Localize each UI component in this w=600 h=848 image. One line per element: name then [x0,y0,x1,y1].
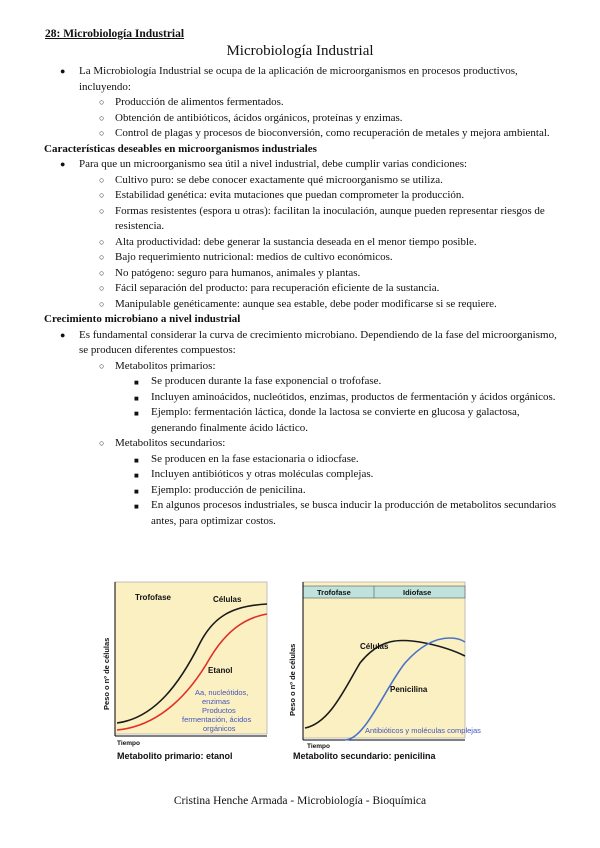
page-footer: Cristina Henche Armada - Microbiología - Bioquímica [173,795,427,807]
list-item: ● Para que un microorganismo sea útil a nivel industrial, debe cumplir varias condiciones: [60,158,468,170]
list-item: ○ Alta productividad: debe generar la sustancia deseada en el menor tiempo posible. [99,235,477,248]
characteristics-list [44,157,564,312]
note-text: Antibióticos y moléculas complejas [365,726,481,735]
list-item: ● La Microbiología Industrial se ocupa de la aplicación de microorganismos en procesos productivos, incluyendo: [60,65,518,93]
note-line: Productos [202,706,236,715]
penicillin-label: Penicilina [390,685,428,694]
cells-label: Células [213,595,242,604]
y-axis-label: Peso o nº de células [102,637,111,710]
phase1-label: Trofofase [317,588,351,597]
primary-metabolite-figure [95,578,275,763]
list-item: ○ Bajo requerimiento nutricional: medios de cultivo económicos. [99,251,393,263]
list-item: ○ Fácil separación del producto: para recuperación eficiente de la sustancia. [99,282,440,294]
cells-label: Células [360,642,389,651]
y-axis-label: Peso o nº de células [288,643,297,716]
section-heading: Crecimiento microbiano a nivel industrial [44,313,241,325]
secondary-metabolite-figure [285,578,515,763]
growth-figures [95,578,515,783]
figure-caption: Metabolito primario: etanol [117,751,233,761]
phase2-label: Idiofase [403,588,432,597]
note-line: Aa, nucleótidos, [195,688,249,697]
intro-list [44,64,564,142]
section-heading: Características deseables en microorganismos industriales [44,142,317,155]
list-item: ○ Cultivo puro: se debe conocer exactamente qué microorganismo se utiliza. [99,173,443,186]
list-item: ○ Manipulable genéticamente: aunque sea estable, debe poder modificarse si se requiere. [99,297,497,310]
figure-background [115,582,267,734]
document-header: 28: Microbiología Industrial [45,28,185,40]
list-item: ○ Metabolitos primarios: [99,359,216,372]
x-axis-label: Tiempo [307,743,330,750]
list-item: ■ Incluyen antibióticos y otras moléculas complejas. [134,468,374,480]
document-body [44,64,564,529]
figure-caption: Metabolito secundario: penicilina [293,751,436,761]
note-line: fermentación, ácidos [182,715,252,724]
list-item: ■ Ejemplo: fermentación láctica, donde la lactosa se convierte en glucosa y galactosa, generando finalmente ácido láctico. [134,406,520,434]
list-item: ■ Se producen durante la fase exponencial o trofofase. [134,375,382,387]
list-item: ○ Estabilidad genética: evita mutaciones que puedan comprometer la producción. [99,189,465,201]
list-item: ■ Se producen en la fase estacionaria o idiocfase. [134,452,359,465]
list-item: ○ Producción de alimentos fermentados. [99,96,284,108]
ethanol-label: Etanol [208,666,233,675]
x-axis-label: Tiempo [117,740,140,747]
list-item: ■ Incluyen aminoácidos, nucleótidos, enzimas, productos de fermentación y ácidos orgánicos. [134,390,556,403]
page-title: Microbiología Industrial [226,43,374,59]
list-item: ○ Formas resistentes (espora u otras): facilitan la inoculación, aunque pueden representar riesgos de resistencia. [99,204,545,232]
note-line: enzimas [202,697,230,706]
list-item: ● Es fundamental considerar la curva de crecimiento microbiano. Dependiendo de la fase del microorganismo, se producen diferentes compuestos: [60,328,557,356]
list-item: ○ No patógeno: seguro para humanos, animales y plantas. [99,266,361,279]
list-item: ■ En algunos procesos industriales, se busca inducir la producción de metabolitos secundarios antes, para optimizar costos. [134,499,557,527]
note-line: orgánicos [203,724,236,733]
growth-list [44,328,564,530]
list-item: ○ Metabolitos secundarios: [99,437,226,449]
list-item: ■ Ejemplo: producción de penicilina. [134,483,306,496]
list-item: ○ Obtención de antibióticos, ácidos orgánicos, proteínas y enzimas. [99,111,403,124]
list-item: ○ Control de plagas y procesos de bioconversión, como recuperación de metales y mejora ambiental. [99,127,550,139]
phase-label: Trofofase [135,593,172,602]
